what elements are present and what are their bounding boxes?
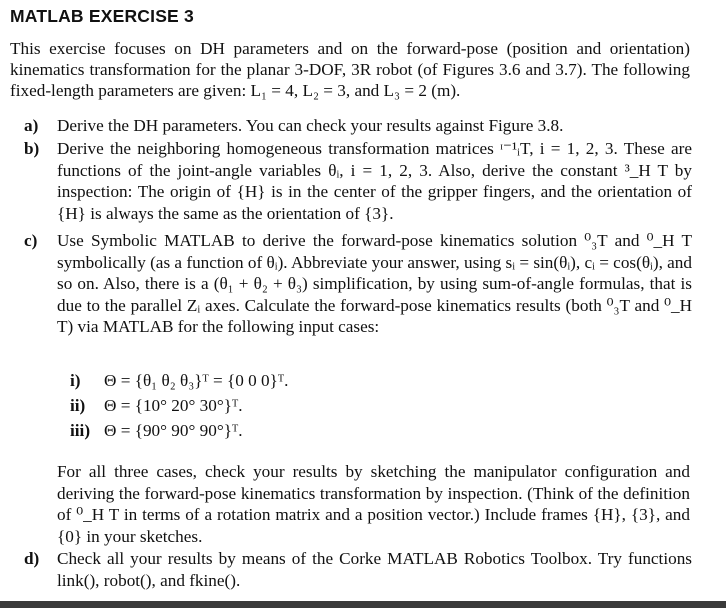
case-label: ii) — [70, 396, 86, 415]
case-row — [70, 420, 243, 441]
page-bottom-bar — [0, 601, 726, 608]
intro-paragraph: This exercise focuses on DH parameters and on the forward-pose (position and orientation) kinematics transformation for the planar 3-DOF, 3R robot (of Figures 3.6 and 3.7). The following fixed-length parameters are given: L₁ = 4, L₂ = 3, and L₃ = 2 (m). — [10, 39, 690, 100]
item-b-text: Derive the neighboring homogeneous transformation matrices ᶦ⁻¹ᵢT, i = 1, 2, 3. These are functions of the joint-angle variables θᵢ, i = 1, 2, 3. Also, derive the constant ³_H T by inspection: The origin of {H} is in the center of the gripper fingers, and the orientation of {H} is always the same as the orientation of {3}. — [57, 139, 692, 223]
exercise-title: MATLAB EXERCISE 3 — [10, 6, 194, 26]
case-expression: Θ = {10° 20° 30°}ᵀ. — [104, 396, 243, 415]
case-expression: Θ = {90° 90° 90°}ᵀ. — [104, 421, 243, 440]
case-row — [70, 395, 243, 416]
case-row — [70, 370, 288, 391]
case-expression: Θ = {θ₁ θ₂ θ₃}ᵀ = {0 0 0}ᵀ. — [104, 371, 289, 390]
item-d-label: d) — [24, 549, 40, 568]
item-d-text: Check all your results by means of the Corke MATLAB Robotics Toolbox. Try functions link(), robot(), and fkine(). — [57, 549, 692, 590]
item-b-label: b) — [24, 139, 40, 158]
item-c-label: c) — [24, 231, 38, 250]
closing-paragraph: For all three cases, check your results by sketching the manipulator configuration and deriving the forward-pose kinematics transformation by inspection. (Think of the definition of ⁰_H T in terms of a rotation matrix and a position vector.) Include frames {H}, {3}, and {0} in your sketches. — [57, 462, 690, 546]
case-label: i) — [70, 371, 81, 390]
item-c-text: Use Symbolic MATLAB to derive the forward-pose kinematics solution ⁰₃T and ⁰_H T symbolically (as a function of θᵢ). Abbreviate your answer, using sᵢ = sin(θᵢ), cᵢ = cos(θᵢ), and so on. Also, there is a (θ₁ + θ₂ + θ₃) simplification, by using sum-of-angle formulas, that is due to the parallel Zᵢ axes. Calculate the forward-pose kinematics results (both ⁰₃T and ⁰_H T) via MATLAB for the following input cases: — [57, 231, 692, 336]
case-label: iii) — [70, 421, 91, 440]
item-a — [24, 115, 692, 137]
item-b — [24, 138, 692, 224]
item-d — [24, 548, 692, 591]
item-a-text: Derive the DH parameters. You can check your results against Figure 3.8. — [57, 116, 564, 135]
item-c — [24, 230, 692, 338]
item-a-label: a) — [24, 116, 39, 135]
